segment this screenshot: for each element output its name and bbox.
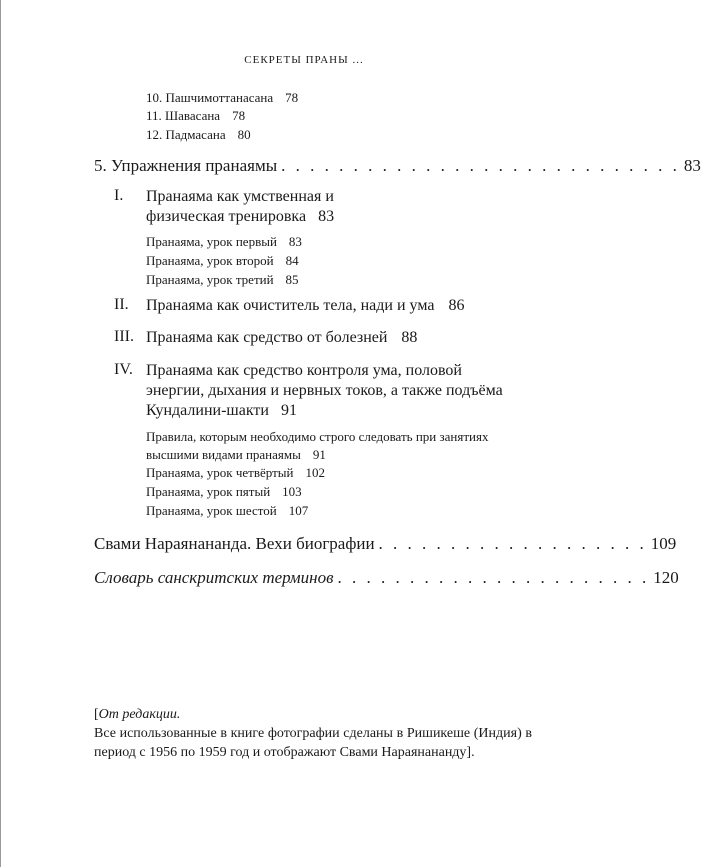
section-title-line: Пранаяма как средство контроля ума, половой (146, 362, 462, 379)
toc-item[interactable] (146, 503, 308, 519)
toc-chapter-5[interactable] (94, 156, 701, 176)
chapter-page: 109 (650, 534, 677, 553)
editor-note (94, 705, 532, 762)
toc-item[interactable] (146, 127, 251, 143)
toc-item-page: 91 (312, 447, 326, 462)
chapter-title: Словарь санскритских терминов (94, 568, 334, 587)
toc-section-4[interactable] (146, 361, 503, 421)
section-page: 83 (318, 208, 335, 225)
section-title: Пранаяма как средство от болезней (146, 329, 388, 346)
toc-item-page: 78 (285, 90, 299, 105)
section-title-line: энергии, дыхания и нервных токов, а также подъёма (146, 382, 503, 399)
toc-item-page: 84 (285, 253, 299, 268)
chapter-title: 5. Упражнения пранаямы (94, 156, 278, 175)
toc-item-label: Правила, которым необходимо строго следовать при занятиях (146, 429, 489, 444)
toc-item[interactable] (146, 253, 299, 269)
toc-item-label: Пранаяма, урок шестой (146, 503, 277, 518)
toc-item-label: 10. Пашчимоттанасана (146, 90, 274, 105)
chapter-page: 83 (683, 156, 701, 175)
toc-item-label: 11. Шавасана (146, 108, 221, 123)
toc-item-label: Пранаяма, урок четвёртый (146, 465, 294, 480)
running-head: СЕКРЕТЫ ПРАНЫ ... (244, 54, 364, 66)
toc-item-rules[interactable] (146, 428, 488, 464)
section-title-line: физическая тренировка (146, 208, 307, 225)
note-body: Все использованные в книге фотографии сделаны в Ришикеше (Индия) в период с 1956 по 1959 год и отображают Свами Нараянананду]. (94, 726, 532, 760)
section-page: 88 (401, 329, 418, 346)
note-heading: От редакции. (98, 707, 181, 722)
toc-item-label: Пранаяма, урок пятый (146, 484, 271, 499)
note-bracket: [ (94, 707, 99, 722)
dot-leader: . . . . . . . . . . . . . . . . . . . . . . . . . . . . (281, 156, 680, 175)
section-page: 86 (448, 297, 465, 314)
chapter-page: 120 (653, 568, 679, 587)
toc-section-2[interactable] (146, 296, 464, 316)
toc-item[interactable] (146, 484, 302, 500)
toc-section-1[interactable] (146, 187, 334, 227)
toc-item-label: Пранаяма, урок третий (146, 272, 274, 287)
toc-item-page: 107 (288, 503, 309, 518)
dot-leader: . . . . . . . . . . . . . . . . . . . (378, 534, 647, 553)
toc-item[interactable] (146, 465, 325, 481)
toc-item-label: Пранаяма, урок второй (146, 253, 274, 268)
section-page: 91 (280, 402, 297, 419)
section-numeral: I. (114, 187, 124, 204)
toc-item-page: 80 (237, 127, 251, 142)
section-title-line: Пранаяма как умственная и (146, 188, 334, 205)
toc-item-page: 103 (282, 484, 302, 499)
toc-item-label: Пранаяма, урок первый (146, 234, 277, 249)
section-numeral: III. (114, 328, 134, 345)
dot-leader: . . . . . . . . . . . . . . . . . . . . . . (337, 568, 650, 587)
toc-item[interactable] (146, 234, 302, 250)
section-title: Пранаяма как очиститель тела, нади и ума (146, 297, 435, 314)
toc-item[interactable] (146, 90, 298, 106)
toc-item-page: 83 (288, 234, 302, 249)
toc-item-page: 102 (305, 465, 325, 480)
toc-glossary[interactable] (94, 568, 679, 588)
toc-item-label: высшими видами пранаямы (146, 447, 301, 462)
section-numeral: IV. (114, 361, 133, 378)
chapter-title: Свами Нараянананда. Вехи биографии (94, 534, 375, 553)
section-numeral: II. (114, 296, 129, 313)
toc-item[interactable] (146, 108, 245, 124)
toc-item-label: 12. Падмасана (146, 127, 226, 142)
toc-item-page: 78 (232, 108, 246, 123)
section-title-line: Кундалини-шакти (146, 402, 269, 419)
toc-section-3[interactable] (146, 328, 417, 348)
toc-biography[interactable] (94, 534, 677, 554)
toc-item-page: 85 (285, 272, 299, 287)
toc-item[interactable] (146, 272, 299, 288)
